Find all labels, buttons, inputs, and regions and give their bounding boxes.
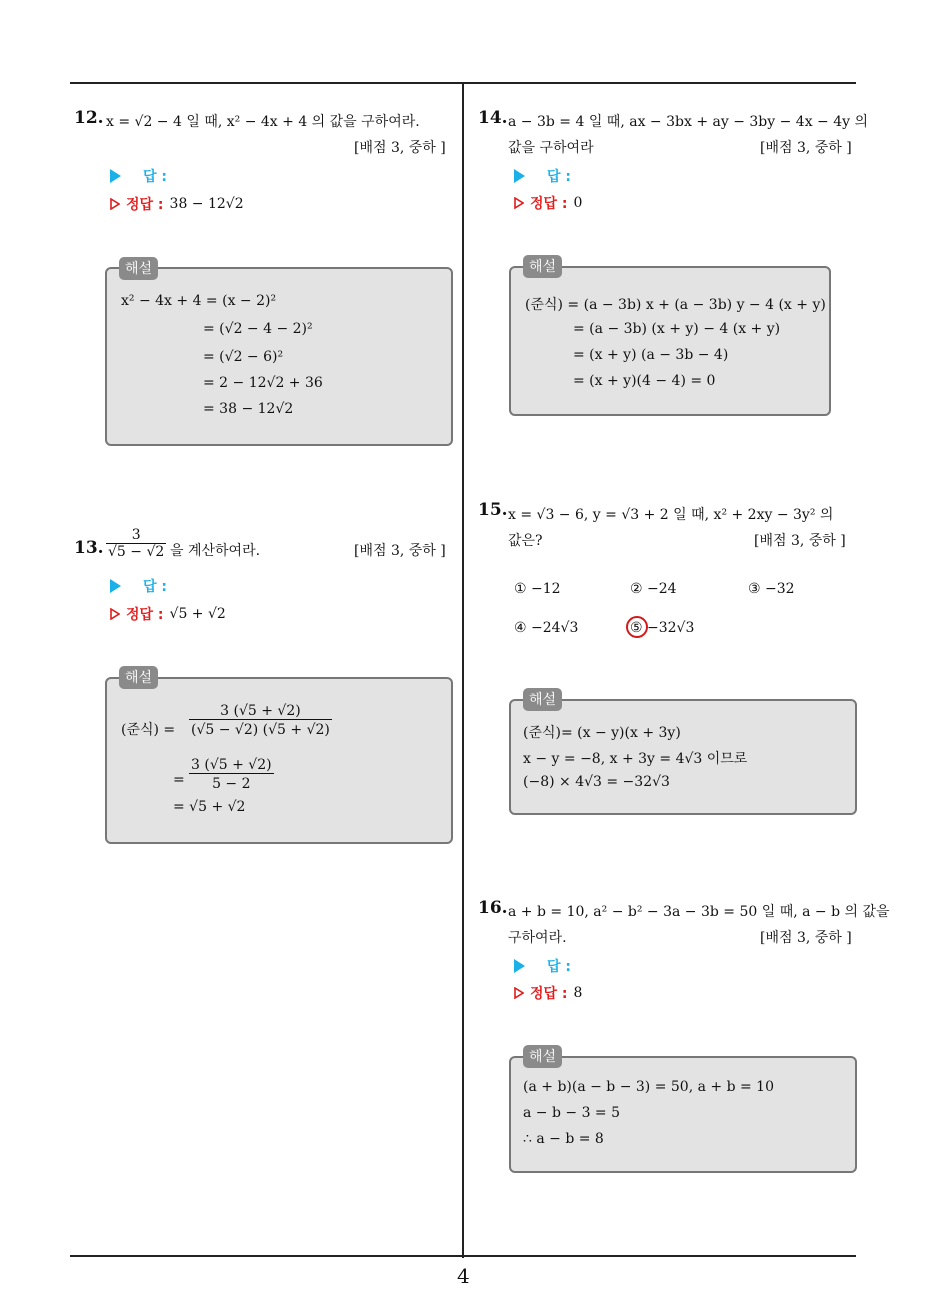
- question-text: x = √2 − 4 일 때, x² − 4x + 4 의 값을 구하여라.: [106, 114, 420, 130]
- solution-box: [105, 677, 453, 844]
- outline-play-icon: [514, 197, 524, 209]
- outline-play-icon: [110, 608, 120, 620]
- solution-line: = (x + y) (a − 3b − 4): [573, 347, 729, 363]
- correct-answer-value: 38 − 12√2: [169, 196, 244, 212]
- fraction-numerator: 3 (√5 + √2): [189, 703, 332, 720]
- answer-row: [110, 166, 167, 186]
- solution-box: [509, 1056, 857, 1173]
- solution-tag: 해설: [523, 1045, 562, 1068]
- fraction-numerator: 3 (√5 + √2): [191, 757, 272, 773]
- correct-answer-label: 정답 :: [530, 986, 568, 1002]
- question-number: 13.: [74, 538, 104, 558]
- solution-tag: 해설: [523, 688, 562, 711]
- column-divider: [462, 82, 464, 1258]
- question-text: x = √3 − 6, y = √3 + 2 일 때, x² + 2xy − 3y² 의: [508, 507, 834, 523]
- correct-answer-row: [514, 193, 582, 213]
- solution-box: [509, 699, 857, 815]
- solution-tag: 해설: [119, 257, 158, 280]
- solution-fraction: [189, 757, 274, 792]
- correct-answer-value: 0: [573, 195, 583, 211]
- question-number: 16.: [478, 898, 508, 918]
- outline-play-icon: [110, 198, 120, 210]
- score-info: [배점 3, 중하 ]: [760, 930, 852, 946]
- play-icon: [110, 579, 121, 593]
- correct-answer-value: √5 + √2: [169, 606, 226, 622]
- answer-label: 답 :: [547, 169, 571, 185]
- play-icon: [110, 169, 121, 183]
- solution-box: [509, 266, 831, 416]
- solution-box: [105, 267, 453, 446]
- score-info: [배점 3, 중하 ]: [354, 140, 446, 156]
- question-fraction: [106, 527, 166, 560]
- score-info: [배점 3, 중하 ]: [760, 140, 852, 156]
- correct-answer-label: 정답 :: [126, 607, 164, 623]
- solution-tag: 해설: [119, 666, 158, 689]
- equals-sign: =: [173, 772, 185, 788]
- answer-label: 답 :: [547, 959, 571, 975]
- solution-line: x² − 4x + 4 = (x − 2)²: [121, 293, 277, 309]
- solution-line: x − y = −8, x + 3y = 4√3 이므로: [523, 751, 748, 767]
- solution-prefix: (준식) =: [121, 722, 176, 738]
- score-info: [배점 3, 중하 ]: [754, 533, 846, 549]
- question-text: 값은?: [508, 533, 543, 549]
- solution-line: (준식)= (x − y)(x + 3y): [523, 725, 681, 741]
- fraction-denominator: 5 − 2: [212, 776, 251, 792]
- answer-label: 답 :: [143, 579, 167, 595]
- solution-line: (준식) = (a − 3b) x + (a − 3b) y − 4 (x + y): [525, 297, 826, 313]
- correct-answer-value: 8: [573, 985, 583, 1001]
- choice-5[interactable]: ⑤ −32√3: [630, 620, 695, 636]
- correct-answer-row: [514, 983, 582, 1003]
- fraction-denominator: (√5 − √2) (√5 + √2): [191, 722, 330, 738]
- solution-line: = (x + y)(4 − 4) = 0: [573, 373, 716, 389]
- fraction-denominator: √5 − √2: [108, 544, 165, 560]
- solution-line: = (√2 − 6)²: [203, 349, 284, 365]
- question-text: 구하여라.: [508, 930, 567, 946]
- solution-line: (−8) × 4√3 = −32√3: [523, 774, 670, 790]
- answer-row: [514, 166, 571, 186]
- question-text: a − 3b = 4 일 때, ax − 3bx + ay − 3by − 4x − 4y 의: [508, 114, 869, 130]
- outline-play-icon: [514, 987, 524, 999]
- play-icon: [514, 169, 525, 183]
- solution-line: = √5 + √2: [173, 799, 246, 815]
- solution-line: = 38 − 12√2: [203, 401, 294, 417]
- solution-line: = 2 − 12√2 + 36: [203, 375, 323, 391]
- answer-row: [110, 576, 167, 596]
- score-info: [배점 3, 중하 ]: [354, 543, 446, 559]
- fraction-numerator: 3: [106, 527, 166, 544]
- correct-answer-row: [110, 604, 226, 624]
- question-number: 12.: [74, 108, 104, 128]
- solution-line: ∴ a − b = 8: [523, 1131, 604, 1147]
- question-number: 15.: [478, 500, 508, 520]
- choice-1[interactable]: ① −12: [514, 581, 561, 597]
- selected-answer-circle: [626, 616, 648, 638]
- solution-tag: 해설: [523, 255, 562, 278]
- correct-answer-label: 정답 :: [530, 196, 568, 212]
- question-text: a + b = 10, a² − b² − 3a − 3b = 50 일 때, a − b 의 값을: [508, 904, 890, 920]
- answer-row: [514, 956, 571, 976]
- bottom-rule: [70, 1255, 856, 1257]
- solution-fraction: [189, 703, 332, 738]
- correct-answer-row: [110, 194, 244, 214]
- solution-line: a − b − 3 = 5: [523, 1105, 621, 1121]
- play-icon: [514, 959, 525, 973]
- choice-4[interactable]: ④ −24√3: [514, 620, 579, 636]
- solution-line: (a + b)(a − b − 3) = 50, a + b = 10: [523, 1079, 774, 1095]
- question-number: 14.: [478, 108, 508, 128]
- solution-line: = (√2 − 4 − 2)²: [203, 321, 313, 337]
- question-text: 값을 구하여라: [508, 140, 594, 156]
- solution-line: = (a − 3b) (x + y) − 4 (x + y): [573, 321, 781, 337]
- correct-answer-label: 정답 :: [126, 197, 164, 213]
- question-text: 을 계산하여라.: [170, 543, 261, 559]
- answer-label: 답 :: [143, 169, 167, 185]
- choice-2[interactable]: ② −24: [630, 581, 677, 597]
- page-number: 4: [457, 1264, 470, 1288]
- choice-3[interactable]: ③ −32: [748, 581, 795, 597]
